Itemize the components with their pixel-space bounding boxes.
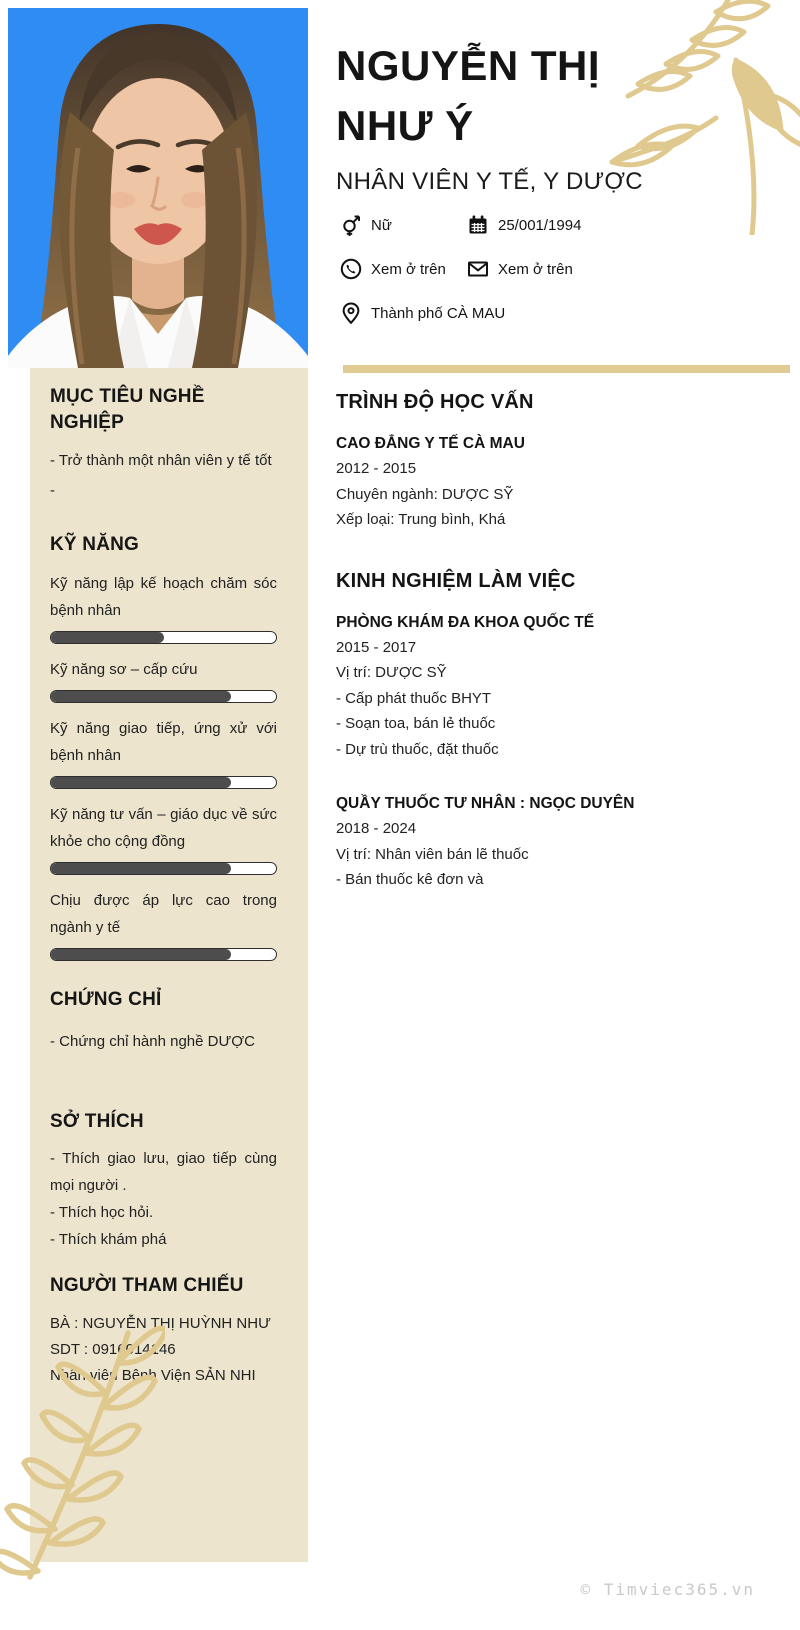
skill-bar	[50, 631, 277, 644]
experience-company: QUẦY THUỐC TƯ NHÂN : NGỌC DUYÊN	[336, 795, 635, 812]
contact-section	[336, 214, 790, 346]
birthday-value: 25/001/1994	[498, 216, 582, 234]
header-block	[336, 36, 796, 196]
skill-bar	[50, 690, 277, 703]
experience-detail: - Dự trù thuốc, đặt thuốc	[336, 740, 499, 758]
experience-detail: - Bán thuốc kê đơn và	[336, 871, 484, 888]
objective-item: -	[50, 482, 55, 499]
experience-heading: KINH NGHIỆM LÀM VIỆC	[336, 569, 576, 592]
contact-row-3	[336, 302, 790, 346]
skill-bar-fill	[51, 632, 164, 643]
main-column	[336, 388, 790, 893]
skill-label: Kỹ năng tư vấn – giáo dục về sức khỏe cho cộng đồng	[50, 806, 277, 850]
address-value: Thành phố CÀ MAU	[371, 304, 506, 322]
hobby-item: - Thích khám phá	[50, 1231, 167, 1248]
reference-line: Nhân viên Bệnh Viện SẢN NHI	[50, 1367, 256, 1384]
address-item	[340, 302, 505, 324]
gold-divider	[343, 365, 790, 373]
education-heading: TRÌNH ĐỘ HỌC VẤN	[336, 391, 534, 413]
skill-item	[50, 715, 277, 789]
candidate-name-line1: NGUYỄN THỊ	[336, 42, 601, 89]
candidate-name-line2: NHƯ Ý	[336, 102, 474, 149]
leaf-decoration-bottom-left	[0, 1315, 165, 1580]
hobby-items	[50, 1145, 277, 1253]
objective-items	[50, 446, 277, 506]
skill-bar	[50, 776, 277, 789]
hobby-item: - Thích học hỏi.	[50, 1204, 154, 1221]
phone-icon	[340, 258, 362, 280]
reference-line: SDT : 0916014146	[50, 1341, 176, 1358]
skill-bar-fill	[51, 949, 231, 960]
skill-bar-fill	[51, 691, 231, 702]
skill-label: Kỹ năng sơ – cấp cứu	[50, 661, 198, 678]
profile-photo	[8, 8, 308, 368]
skill-bar	[50, 948, 277, 961]
skills-heading: KỸ NĂNG	[50, 534, 140, 555]
profile-photo-illustration	[8, 8, 308, 368]
skill-label: Kỹ năng giao tiếp, ứng xử với bệnh nhân	[50, 720, 277, 764]
education-detail: Chuyên ngành: DƯỢC SỸ	[336, 485, 514, 503]
references-heading: NGƯỜI THAM CHIẾU	[50, 1275, 244, 1296]
reference-line: BÀ : NGUYỄN THỊ HUỲNH NHƯ	[50, 1315, 271, 1332]
email-icon	[467, 258, 489, 280]
experience-detail: - Cấp phát thuốc BHYT	[336, 689, 492, 707]
experience-period: 2018 - 2024	[336, 820, 417, 837]
phone-value: Xem ở trên	[371, 260, 446, 278]
experience-company: PHÒNG KHÁM ĐA KHOA QUỐC TẾ	[336, 613, 595, 631]
certificates-items	[50, 1027, 277, 1057]
contact-row-1	[336, 214, 790, 258]
email-value: Xem ở trên	[498, 260, 573, 278]
experience-period: 2015 - 2017	[336, 638, 417, 656]
objective-heading: MỤC TIÊU NGHỀ NGHIỆP	[50, 386, 205, 433]
candidate-name	[336, 36, 796, 156]
skill-bar	[50, 862, 277, 875]
birthday-item	[467, 214, 581, 236]
skill-item	[50, 801, 277, 875]
education-period: 2012 - 2015	[336, 460, 417, 477]
contact-row-2	[336, 258, 790, 302]
skill-label: Chịu được áp lực cao trong ngành y tế	[50, 892, 277, 936]
skill-item	[50, 887, 277, 961]
objective-item: - Trở thành một nhân viên y tế tốt	[50, 452, 272, 469]
certificates-heading: CHỨNG CHỈ	[50, 989, 162, 1010]
calendar-icon	[467, 214, 489, 236]
experience-entry	[336, 792, 790, 893]
skill-item	[50, 570, 277, 644]
skill-bar-fill	[51, 777, 231, 788]
gender-value: Nữ	[371, 216, 392, 234]
experience-detail: - Soạn toa, bán lẻ thuốc	[336, 715, 496, 732]
phone-item	[340, 258, 446, 280]
experience-entry	[336, 611, 790, 763]
hobby-item: - Thích giao lưu, giao tiếp cùng mọi người .	[50, 1150, 277, 1194]
skill-label: Kỹ năng lập kế hoạch chăm sóc bệnh nhân	[50, 575, 277, 619]
email-item	[467, 258, 573, 280]
skill-bar-fill	[51, 863, 231, 874]
gender-item	[340, 214, 392, 236]
education-school: CAO ĐẲNG Y TẾ CÀ MAU	[336, 435, 525, 452]
experience-detail: Vị trí: DƯỢC SỸ	[336, 664, 447, 681]
skills-list	[50, 570, 277, 961]
certificate-item: - Chứng chỉ hành nghề DƯỢC	[50, 1033, 255, 1050]
location-icon	[340, 302, 362, 324]
education-entry	[336, 432, 790, 533]
experience-detail: Vị trí: Nhân viên bán lẽ thuốc	[336, 845, 529, 863]
hobbies-heading: SỞ THÍCH	[50, 1111, 144, 1132]
education-detail: Xếp loại: Trung bình, Khá	[336, 511, 506, 528]
skill-item	[50, 656, 277, 703]
job-title: NHÂN VIÊN Y TẾ, Y DƯỢC	[336, 168, 643, 195]
gender-icon	[340, 214, 362, 236]
watermark: © Timviec365.vn	[580, 1580, 755, 1599]
